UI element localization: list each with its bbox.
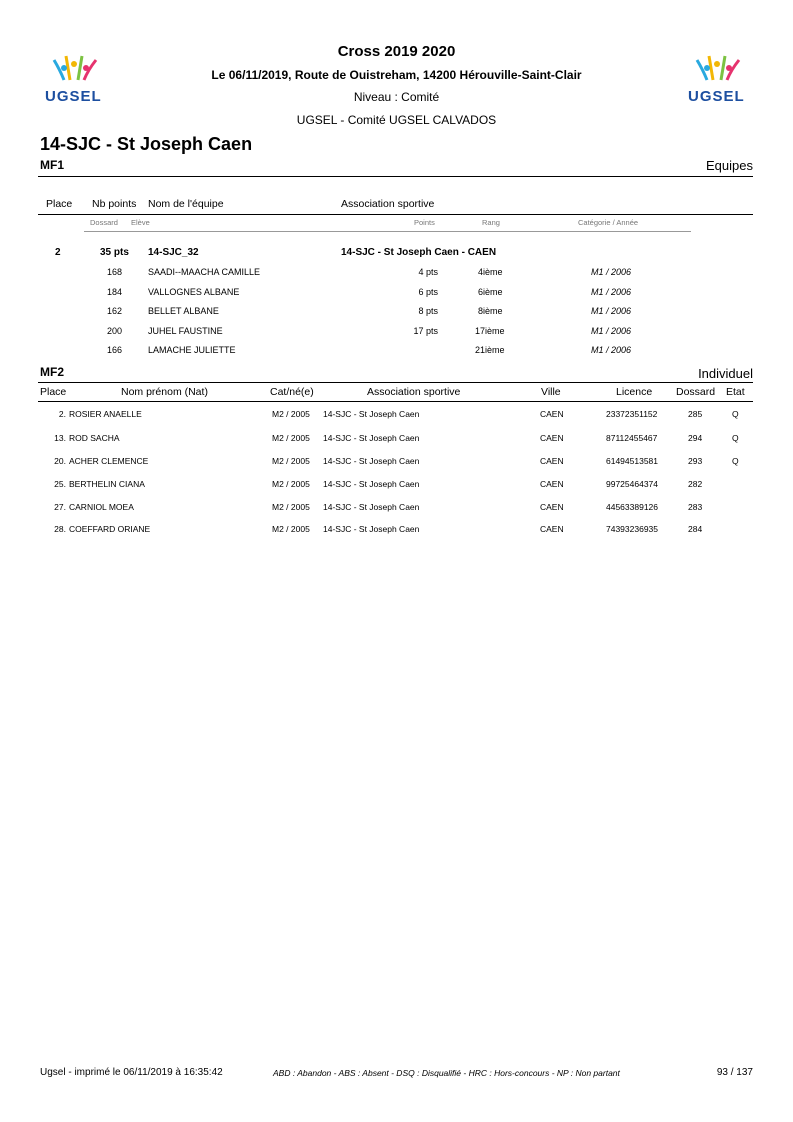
footer-legend: ABD : Abandon - ABS : Absent - DSQ : Disqualifié - HRC : Hors-concours - NP : Non partant	[273, 1068, 620, 1078]
ind-association: 14-SJC - St Joseph Caen	[323, 409, 420, 419]
team-section-name: MF1	[40, 158, 64, 172]
team-subheader-points: Points	[414, 218, 435, 227]
ind-dossard: 283	[688, 502, 703, 512]
member-rang: 8ième	[478, 306, 503, 316]
ind-ville: CAEN	[540, 409, 564, 419]
event-title: Cross 2019 2020	[337, 43, 456, 60]
member-categorie: M1 / 2006	[591, 267, 632, 277]
member-points: 8 pts	[418, 306, 438, 316]
logo-text: UGSEL	[45, 88, 102, 105]
ind-name: ROD SACHA	[69, 433, 120, 443]
ind-dossard: 282	[688, 479, 703, 489]
member-categorie: M1 / 2006	[591, 326, 632, 336]
team-points: 35 pts	[100, 247, 129, 258]
event-comite: UGSEL - Comité UGSEL CALVADOS	[296, 113, 497, 127]
member-points: 6 pts	[418, 287, 438, 297]
individual-section-name: MF2	[40, 365, 64, 379]
ind-ville: CAEN	[540, 479, 564, 489]
ind-association: 14-SJC - St Joseph Caen	[323, 502, 420, 512]
ind-cat: M2 / 2005	[272, 524, 310, 534]
team-header-divider	[38, 214, 753, 215]
member-categorie: M1 / 2006	[591, 287, 632, 297]
school-title: 14-SJC - St Joseph Caen	[40, 134, 253, 154]
team-section-type: Equipes	[706, 158, 753, 173]
member-name: SAADI--MAACHA CAMILLE	[148, 267, 261, 277]
ind-place: 2.	[58, 409, 66, 419]
member-categorie: M1 / 2006	[591, 345, 632, 355]
ind-place: 20.	[54, 456, 66, 466]
team-header-name: Nom de l'équipe	[148, 198, 224, 210]
member-name: JUHEL FAUSTINE	[148, 326, 223, 336]
ind-dossard: 284	[688, 524, 703, 534]
ind-header-ville: Ville	[541, 386, 561, 398]
ind-cat: M2 / 2005	[272, 409, 310, 419]
team-subheader-rang: Rang	[482, 218, 500, 227]
member-rang: 6ième	[478, 287, 503, 297]
ind-etat: Q	[732, 433, 739, 443]
team-name: 14-SJC_32	[148, 247, 199, 258]
ind-name: COEFFARD ORIANE	[69, 524, 151, 534]
ind-dossard: 285	[688, 409, 703, 419]
ind-name: BERTHELIN CIANA	[69, 479, 145, 489]
ind-header-dossard: Dossard	[676, 386, 716, 398]
footer-printed: Ugsel - imprimé le 06/11/2019 à 16:35:42	[40, 1067, 223, 1078]
team-header-place: Place	[46, 198, 73, 210]
member-name: VALLOGNES ALBANE	[148, 287, 240, 297]
event-niveau: Niveau : Comité	[353, 90, 440, 104]
individual-section-type: Individuel	[698, 366, 753, 381]
ind-name: CARNIOL MOEA	[69, 502, 134, 512]
team-place: 2	[55, 247, 61, 258]
logo-text: UGSEL	[688, 88, 745, 105]
ind-place: 27.	[54, 502, 66, 512]
ind-association: 14-SJC - St Joseph Caen	[323, 456, 420, 466]
ind-header-place: Place	[40, 386, 67, 398]
ind-licence: 23372351152	[606, 409, 658, 419]
member-rang: 17ième	[475, 326, 505, 336]
ind-cat: M2 / 2005	[272, 456, 310, 466]
ugsel-logo-right	[685, 52, 751, 108]
ind-licence: 99725464374	[606, 479, 659, 489]
ugsel-logo-left	[42, 52, 108, 108]
ind-place: 28.	[54, 524, 66, 534]
ind-name: ACHER CLEMENCE	[69, 456, 149, 466]
member-dossard: 166	[107, 345, 123, 355]
ind-place: 13.	[54, 433, 66, 443]
ind-header-etat: Etat	[726, 386, 745, 398]
ind-ville: CAEN	[540, 433, 564, 443]
event-subtitle: Le 06/11/2019, Route de Ouistreham, 14200 Hérouville-Saint-Clair	[211, 68, 582, 82]
ind-licence: 74393236935	[606, 524, 659, 534]
team-association: 14-SJC - St Joseph Caen - CAEN	[341, 247, 497, 258]
team-subheader-dossard: Dossard	[90, 218, 118, 227]
ind-cat: M2 / 2005	[272, 433, 310, 443]
ind-dossard: 294	[688, 433, 703, 443]
team-header-points: Nb points	[92, 198, 137, 210]
member-name: BELLET ALBANE	[148, 306, 219, 316]
ind-etat: Q	[732, 409, 739, 419]
footer-page: 93 / 137	[716, 1067, 753, 1078]
ind-association: 14-SJC - St Joseph Caen	[323, 524, 420, 534]
ind-association: 14-SJC - St Joseph Caen	[323, 433, 420, 443]
ind-place: 25.	[54, 479, 66, 489]
ind-ville: CAEN	[540, 502, 564, 512]
member-rang: 21ième	[475, 345, 505, 355]
ind-header-divider	[38, 401, 753, 402]
member-points: 17 pts	[413, 326, 438, 336]
ind-cat: M2 / 2005	[272, 502, 310, 512]
ind-header-association: Association sportive	[367, 386, 461, 398]
team-subheader-eleve: Elève	[131, 218, 150, 227]
section-divider	[38, 176, 753, 177]
team-subheader-divider	[84, 231, 691, 232]
ind-licence: 61494513581	[606, 456, 659, 466]
ind-cat: M2 / 2005	[272, 479, 310, 489]
ind-licence: 87112455467	[606, 433, 658, 443]
ind-etat: Q	[732, 456, 739, 466]
ind-dossard: 293	[688, 456, 703, 466]
member-points: 4 pts	[418, 267, 438, 277]
ind-association: 14-SJC - St Joseph Caen	[323, 479, 420, 489]
member-dossard: 200	[107, 326, 123, 336]
ind-header-licence: Licence	[616, 386, 653, 398]
ind-name: ROSIER ANAELLE	[69, 409, 142, 419]
ind-header-cat: Cat/né(e)	[270, 386, 314, 398]
member-dossard: 168	[107, 267, 123, 277]
ind-ville: CAEN	[540, 456, 564, 466]
section-divider	[38, 382, 753, 383]
team-subheader-categorie: Catégorie / Année	[578, 218, 639, 227]
ind-header-name: Nom prénom (Nat)	[121, 386, 208, 398]
member-categorie: M1 / 2006	[591, 306, 632, 316]
ind-licence: 44563389126	[606, 502, 659, 512]
member-name: LAMACHE JULIETTE	[148, 345, 236, 355]
member-dossard: 184	[107, 287, 123, 297]
team-header-association: Association sportive	[341, 198, 435, 210]
member-dossard: 162	[107, 306, 123, 316]
ind-ville: CAEN	[540, 524, 564, 534]
member-rang: 4ième	[478, 267, 503, 277]
